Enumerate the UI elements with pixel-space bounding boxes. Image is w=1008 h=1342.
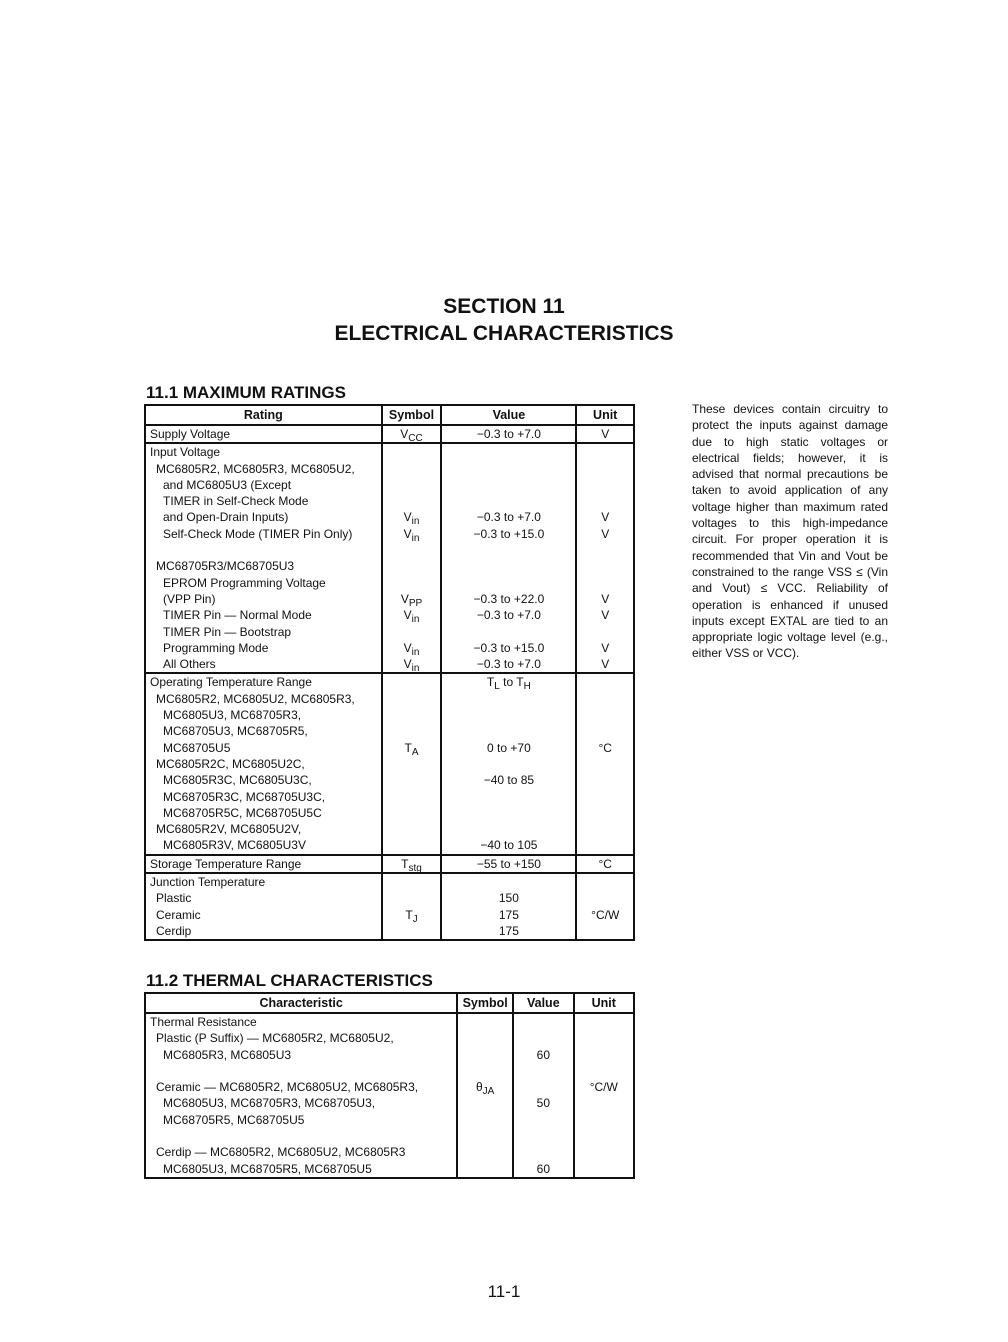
cell-line: Thermal Resistance [150,1015,257,1029]
cell-line [514,1063,572,1079]
cell-line: MC6805R2V, MC6805U2V, [156,822,302,837]
cell-line [383,707,441,723]
cell-line [577,837,633,853]
col-header-value: Value [513,993,573,1013]
cell-line: All Others [163,657,216,672]
cell-line [442,558,575,574]
cell-value [441,873,576,940]
cell-line: Operating Temperature Range [150,675,312,690]
cell-line: MC6805U3, MC68705R3, [163,708,302,723]
cell-line [577,624,633,640]
cell-line: 0 to +70 [487,740,531,755]
cell-line [575,1014,633,1030]
cell-line: 60 [536,1161,550,1176]
cell-line: V [601,591,610,606]
cell-line: −0.3 to +15.0 [473,526,545,541]
cell-line: Input Voltage [150,445,221,460]
cell-line: $T_A$ [404,740,419,756]
cell-line: $V_{CC}$ [400,427,423,443]
col-header-value: Value [441,405,576,425]
cell-line [442,575,575,591]
cell-line [575,1112,633,1128]
cell-line [442,444,575,460]
cell-line [442,789,575,805]
cell-line: MC6805R3C, MC6805U3C, [163,773,312,788]
cell-line [442,477,575,493]
max-ratings-table [144,404,635,941]
cell-line [383,477,441,493]
cell-line: MC68705R3/MC68705U3 [156,559,295,574]
cell-line [577,874,633,890]
cell-line [442,542,575,558]
cell-line [383,805,441,821]
cell-symbol [457,1013,513,1178]
cell-line [442,707,575,723]
cell-line [577,756,633,772]
side-note-text: These devices contain circuitry to protect the inputs against damage due to high static voltages or electrical fields; however, it is advised that normal precautions be taken to avoid application of any voltage higher than maximum rated voltages to this high-impedance circuit. For proper operation it is recommended that Vin and Vout be constrained to the range VSS ≤ (Vin and Vout) ≤ VCC. Reliability of operation is enhanced if unused inputs except EXTAL are tied to an appropriate logic voltage level (e.g., either VSS or VCC). [692,402,888,661]
cell-line [575,1063,633,1079]
cell-line: and MC6805U3 (Except [163,477,292,492]
cell-line: Self-Check Mode (TIMER Pin Only) [163,526,353,541]
cell-line: $V_{in}$ [403,640,420,657]
cell-line: $V_{PP}$ [400,591,423,608]
cell-line [575,1144,633,1160]
cell-line: $T_{stg}$ [401,856,422,873]
thermal-table [144,992,635,1179]
cell-line: 60 [536,1047,550,1062]
cell-line [383,874,441,890]
col-header-unit: Unit [574,993,634,1013]
cell-line [458,1014,512,1030]
table-row [145,855,634,873]
cell-line: 150 [498,891,519,906]
cell-line: Plastic (P Suffix) — MC6805R2, MC6805U2, [156,1031,394,1046]
cell-line [383,789,441,805]
cell-symbol [382,443,442,673]
cell-line [577,723,633,739]
cell-line: MC6805U3, MC68705R3, MC68705U3, [163,1096,376,1111]
cell-line: °C/W [591,907,620,922]
cell-line [383,542,441,558]
cell-line [442,723,575,739]
cell-line: −55 to +150 [476,856,541,871]
cell-line: MC6805R3V, MC6805U3V [163,838,306,853]
cell-line: TIMER in Self-Check Mode [163,494,309,509]
cell-line: MC68705R3C, MC68705U3C, [163,789,326,804]
cell-line: MC68705R5C, MC68705U5C [163,805,322,820]
cell-rating [145,673,382,854]
cell-rating [145,443,382,673]
cell-line [383,890,441,906]
cell-line [458,1128,512,1144]
cell-line [575,1030,633,1046]
cell-line: V [601,608,610,623]
page-number: 11-1 [487,1282,521,1301]
cell-line: V [601,427,610,441]
cell-line [458,1047,512,1063]
cell-line [442,756,575,772]
cell-line: $V_{in}$ [403,526,420,543]
cell-line [383,444,441,460]
max-ratings-heading: 11.1 MAXIMUM RATINGS [146,383,346,402]
cell-line: −40 to 105 [480,838,538,853]
cell-line [458,1144,512,1160]
cell-line: MC6805R3, MC6805U3 [163,1047,292,1062]
cell-line [442,493,575,509]
cell-line [577,772,633,788]
cell-line [575,1047,633,1063]
cell-line: MC6805U3, MC68705R5, MC68705U5 [163,1161,372,1176]
cell-line [150,1128,456,1144]
cell-line: (VPP Pin) [163,591,216,606]
cell-line: $V_{in}$ [403,510,420,526]
cell-line: −0.3 to +7.0 [476,427,541,441]
cell-value [441,673,576,854]
cell-unit [574,1013,634,1178]
cell-line [458,1112,512,1128]
cell-line [577,789,633,805]
cell-line: MC6805R2, MC6805R3, MC6805U2, [156,461,355,476]
cell-value [441,425,576,443]
cell-symbol [382,873,442,940]
cell-line [514,1144,572,1160]
cell-line [514,1112,572,1128]
cell-line: $T_L$ to $T_H$ [486,675,531,691]
cell-rating [145,425,382,443]
thermal-heading: 11.2 THERMAL CHARACTERISTICS [146,971,433,990]
cell-unit [576,443,634,673]
cell-line: V [601,510,610,525]
cell-line: MC68705U5 [163,740,231,755]
cell-line: Ceramic [156,907,201,922]
table-row [145,443,634,673]
cell-line [458,1063,512,1079]
cell-line: Supply Voltage [150,427,231,441]
cell-line [383,723,441,739]
table-row [145,673,634,854]
cell-line: $V_{in}$ [403,657,420,673]
cell-line [458,1095,512,1111]
cell-line: Ceramic — MC6805R2, MC6805U2, MC6805R3, [156,1080,419,1095]
cell-line: 175 [498,907,519,922]
cell-line [514,1128,572,1144]
cell-unit [576,855,634,873]
cell-line [577,674,633,690]
cell-line [383,821,441,837]
cell-line: MC68705R5, MC68705U5 [163,1112,305,1127]
cell-rating [145,873,382,940]
cell-line: TIMER Pin — Normal Mode [163,608,312,623]
cell-line [577,707,633,723]
table-row [145,873,634,940]
cell-line [383,493,441,509]
cell-unit [576,873,634,940]
cell-line: Cerdip [156,923,192,938]
cell-line [383,691,441,707]
table-row [145,425,634,443]
cell-line [514,1030,572,1046]
cell-line: V [601,526,610,541]
cell-line: Plastic [156,891,192,906]
col-header-rating: Rating [145,405,382,425]
cell-line [442,461,575,477]
cell-unit [576,425,634,443]
cell-line: −0.3 to +22.0 [473,591,545,606]
cell-line [458,1030,512,1046]
cell-unit [576,673,634,854]
cell-line [442,624,575,640]
table-row [145,1013,634,1178]
cell-line: −0.3 to +7.0 [476,608,541,623]
cell-line: °C [598,740,612,755]
cell-line: °C/W [589,1080,618,1095]
cell-symbol [382,673,442,854]
cell-line: $\theta_{JA}$ [475,1080,495,1096]
cell-rating [145,1013,457,1178]
cell-line [577,691,633,707]
cell-line: Storage Temperature Range [150,856,302,871]
cell-line [577,444,633,460]
cell-line [150,542,381,558]
cell-line [383,624,441,640]
cell-line [150,1063,456,1079]
cell-line: V [601,640,610,655]
cell-line [577,461,633,477]
cell-line [575,1128,633,1144]
cell-line [577,493,633,509]
cell-line: −0.3 to +7.0 [476,510,541,525]
max-ratings-body [145,425,634,940]
cell-line: $T_J$ [405,907,418,923]
col-header-unit: Unit [576,405,634,425]
cell-line [575,1161,633,1177]
cell-line: 50 [536,1096,550,1111]
cell-line: Programming Mode [163,640,269,655]
cell-line [575,1095,633,1111]
col-header-symbol: Symbol [382,405,442,425]
side-note [692,401,888,662]
cell-symbol [382,855,442,873]
cell-line [458,1161,512,1177]
cell-line: −40 to 85 [483,773,535,788]
cell-value [441,443,576,673]
cell-line [383,674,441,690]
col-header-characteristic: Characteristic [145,993,457,1013]
col-header-symbol: Symbol [457,993,513,1013]
cell-line [442,821,575,837]
cell-line: 175 [498,923,519,938]
cell-line: EPROM Programming Voltage [163,575,326,590]
section-number: SECTION 11 [443,295,565,318]
cell-line: °C [598,856,612,871]
cell-line [577,477,633,493]
cell-line [577,542,633,558]
cell-rating [145,855,382,873]
cell-line: Cerdip — MC6805R2, MC6805U2, MC6805R3 [156,1145,406,1160]
cell-line: Junction Temperature [150,875,266,890]
cell-line [577,575,633,591]
cell-line [383,837,441,853]
cell-value [513,1013,573,1178]
cell-line [514,1014,572,1030]
cell-line [577,890,633,906]
cell-line [577,558,633,574]
cell-line: $V_{in}$ [403,608,420,624]
cell-value [441,855,576,873]
cell-symbol [382,425,442,443]
cell-line: V [601,657,610,672]
cell-line [577,923,633,939]
cell-line [383,772,441,788]
cell-line: −0.3 to +15.0 [473,640,545,655]
cell-line [577,805,633,821]
cell-line: MC68705U3, MC68705R5, [163,724,308,739]
cell-line: MC6805R2, MC6805U2, MC6805R3, [156,691,355,706]
thermal-body [145,1013,634,1178]
page-title: ELECTRICAL CHARACTERISTICS [334,322,674,345]
cell-line [577,821,633,837]
cell-line [514,1079,572,1095]
cell-line: and Open-Drain Inputs) [163,510,289,525]
cell-line: −0.3 to +7.0 [476,657,541,672]
cell-line [383,923,441,939]
cell-line [383,575,441,591]
cell-line [442,691,575,707]
cell-line [442,874,575,890]
cell-line [442,805,575,821]
cell-line [383,461,441,477]
cell-line [383,756,441,772]
cell-line [383,558,441,574]
cell-line: TIMER Pin — Bootstrap [163,624,292,639]
cell-line: MC6805R2C, MC6805U2C, [156,756,305,771]
